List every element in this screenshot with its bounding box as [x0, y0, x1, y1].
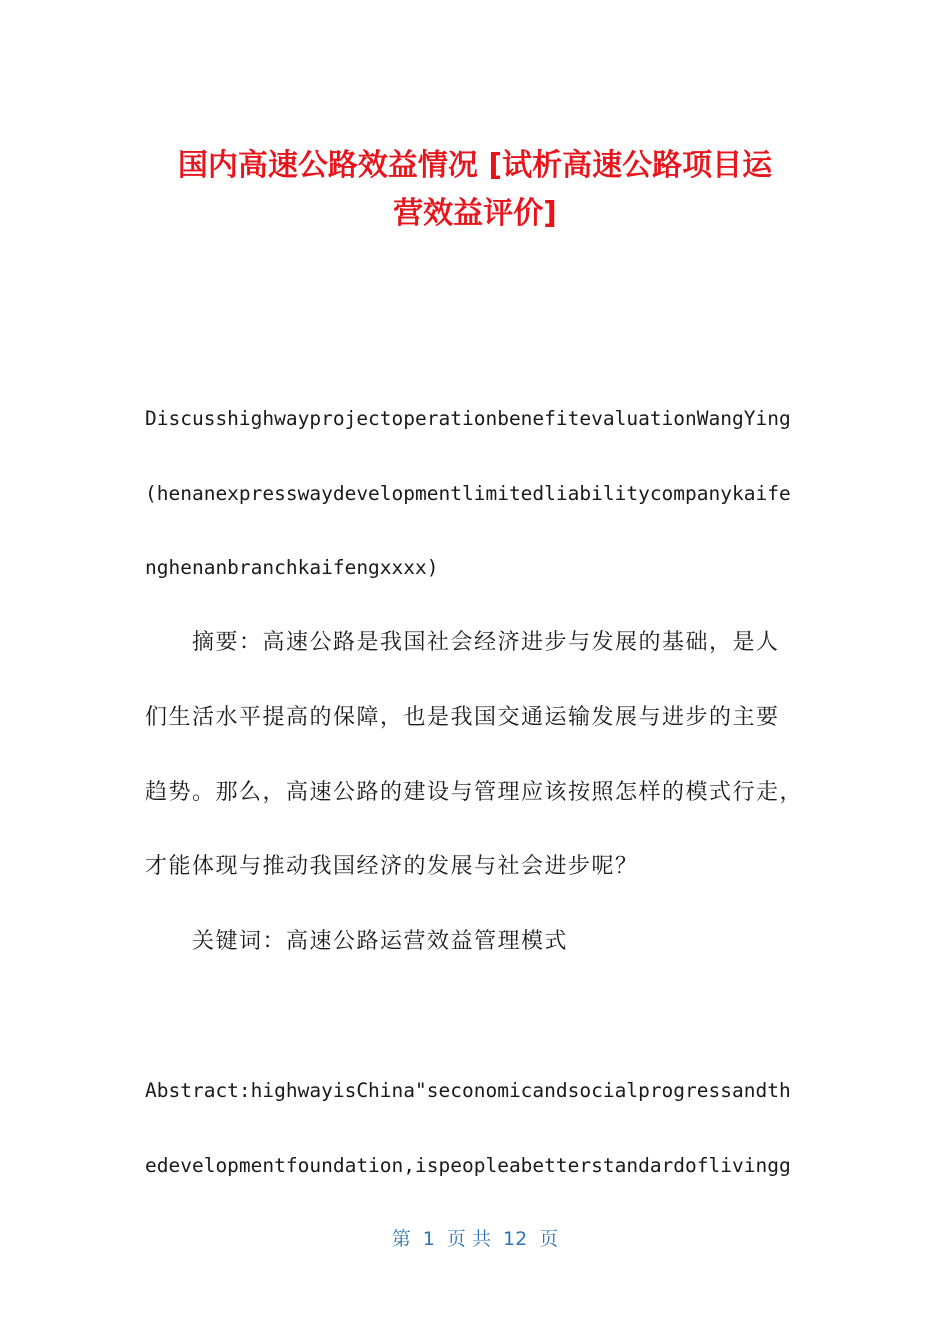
page-footer: 第 1 页 共 12 页 [391, 1228, 559, 1250]
abstract-en-line-2: edevelopmentfoundation,ispeopleabetterstandardoflivingg [145, 1154, 791, 1177]
abstract-cn-line-3: 趋势。那么，高速公路的建设与管理应该按照怎样的模式行走， [145, 780, 804, 805]
english-intro-line-3: nghenanbranchkaifengxxxx) [145, 556, 439, 579]
title-line-2: 营效益评价] [393, 196, 557, 231]
title-line-1: 国内高速公路效益情况 [试析高速公路项目运 [177, 148, 773, 183]
english-intro-line-2: (henanexpresswaydevelopmentlimitedliabilitycompanykaife [145, 482, 791, 505]
abstract-en-line-1: Abstract:highwayisChina"seconomicandsocialprogressandth [145, 1079, 791, 1102]
keywords-cn: 关键词：高速公路运营效益管理模式 [192, 929, 569, 954]
abstract-cn-line-4: 才能体现与推动我国经济的发展与社会进步呢？ [145, 854, 639, 879]
english-intro-line-1: DiscusshighwayprojectoperationbenefitevaluationWangYing [145, 407, 791, 430]
abstract-cn-line-2: 们生活水平提高的保障，也是我国交通运输发展与进步的主要 [145, 705, 780, 730]
document-title [120, 142, 830, 238]
abstract-cn-line-1: 摘要：高速公路是我国社会经济进步与发展的基础，是人 [192, 630, 780, 655]
